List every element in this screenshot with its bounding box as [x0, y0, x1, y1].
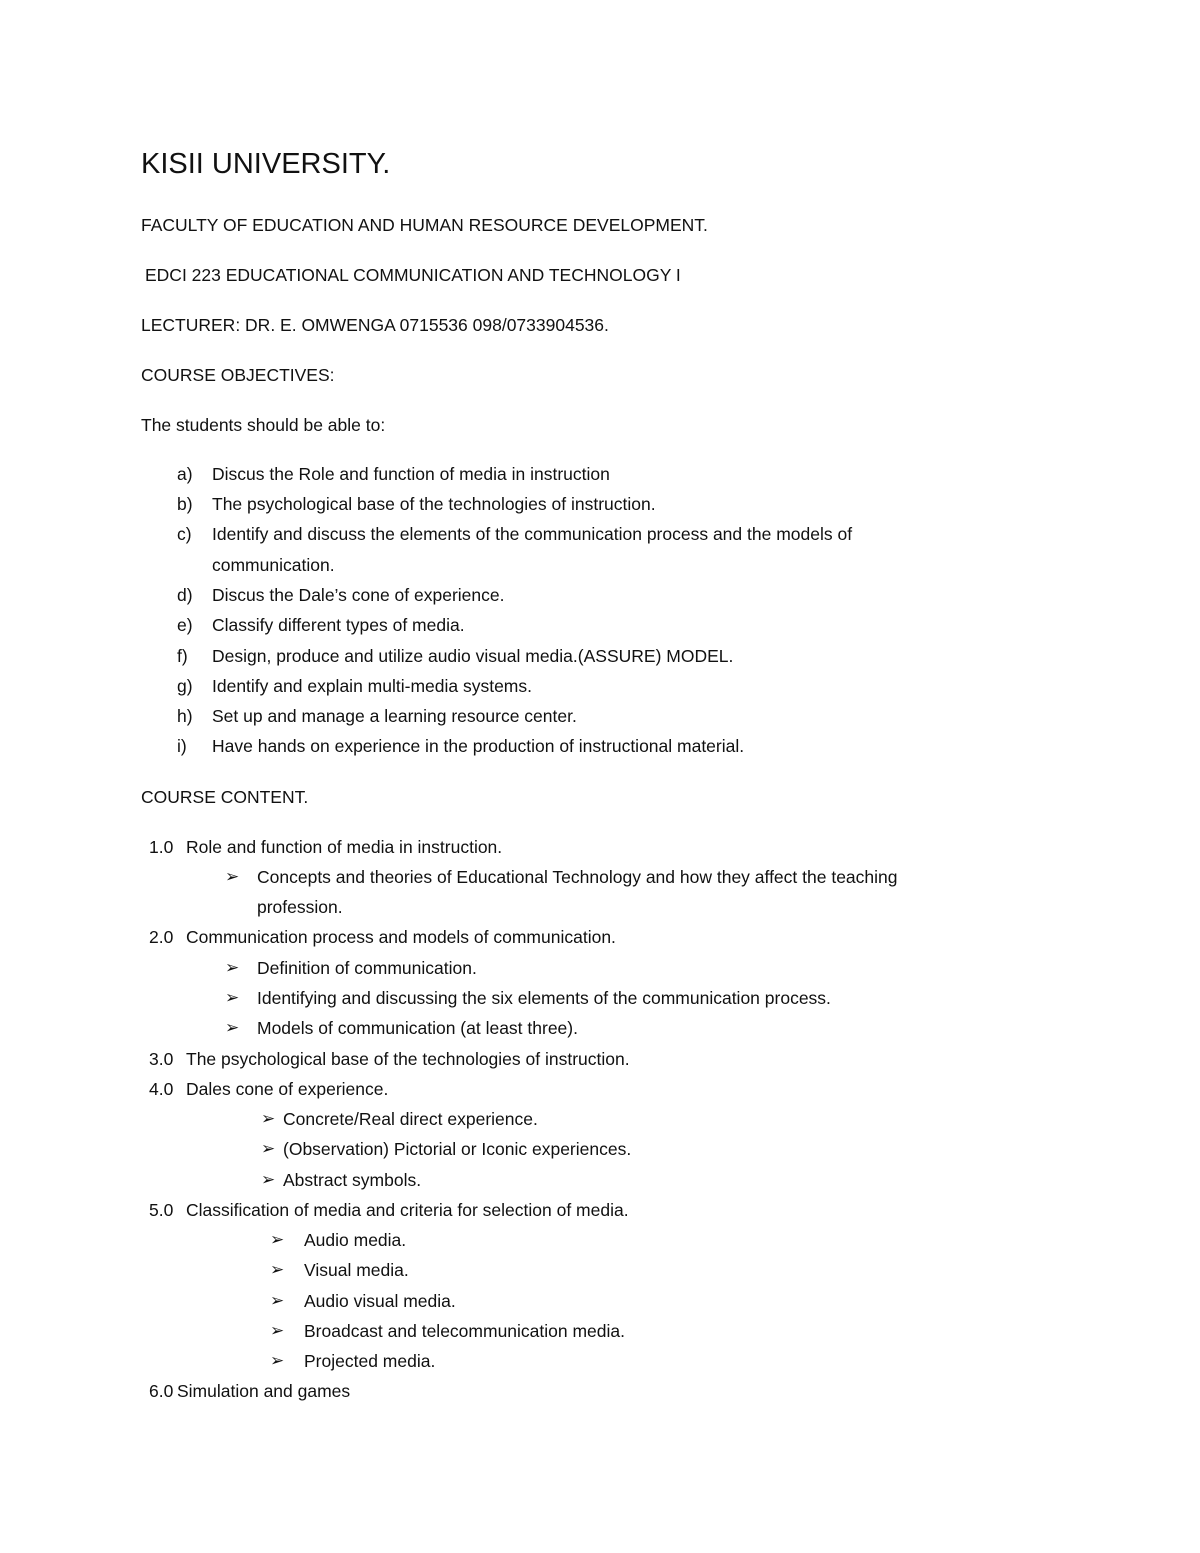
bullet-text-continued: profession. — [257, 897, 343, 917]
objective-marker: i) — [177, 736, 187, 756]
objective-text: Set up and manage a learning resource center. — [212, 706, 577, 726]
arrow-bullet-icon: ➢ — [225, 958, 240, 977]
objective-text: Identify and explain multi-media systems. — [212, 676, 532, 696]
bullet-text: (Observation) Pictorial or Iconic experiences. — [283, 1139, 632, 1159]
objective-marker: e) — [177, 615, 193, 635]
section-number: 3.0 — [149, 1049, 174, 1069]
arrow-bullet-icon: ➢ — [270, 1230, 285, 1249]
objective-marker: g) — [177, 676, 193, 696]
objective-marker: h) — [177, 706, 193, 726]
objectives-intro: The students should be able to: — [141, 415, 386, 435]
section-title: Communication process and models of communication. — [186, 927, 616, 947]
arrow-bullet-icon: ➢ — [261, 1139, 276, 1158]
section-title: Dales cone of experience. — [186, 1079, 389, 1099]
section-title: Role and function of media in instruction. — [186, 837, 503, 857]
section-title: Simulation and games — [177, 1381, 351, 1401]
arrow-bullet-icon: ➢ — [270, 1291, 285, 1310]
objective-text: Discus the Role and function of media in instruction — [212, 464, 610, 484]
objective-text: The psychological base of the technologies of instruction. — [212, 494, 656, 514]
arrow-bullet-icon: ➢ — [261, 1170, 276, 1189]
section-number: 5.0 — [149, 1200, 174, 1220]
arrow-bullet-icon: ➢ — [270, 1260, 285, 1279]
faculty-line: FACULTY OF EDUCATION AND HUMAN RESOURCE DEVELOPMENT. — [141, 215, 708, 235]
bullet-text: Projected media. — [304, 1351, 436, 1371]
objective-marker: b) — [177, 494, 193, 514]
bullet-text: Visual media. — [304, 1260, 409, 1280]
section-title: The psychological base of the technologies of instruction. — [186, 1049, 630, 1069]
bullet-text: Concepts and theories of Educational Technology and how they affect the teaching — [257, 867, 898, 887]
objectives-heading: COURSE OBJECTIVES: — [141, 365, 335, 385]
objective-text: Have hands on experience in the production of instructional material. — [212, 736, 745, 756]
bullet-text: Audio visual media. — [304, 1291, 456, 1311]
arrow-bullet-icon: ➢ — [225, 867, 240, 886]
lecturer-line: LECTURER: DR. E. OMWENGA 0715536 098/0733904536. — [141, 315, 609, 335]
objective-text-continued: communication. — [212, 555, 335, 575]
arrow-bullet-icon: ➢ — [225, 1018, 240, 1037]
objective-marker: f) — [177, 646, 188, 666]
objective-text: Discus the Dale’s cone of experience. — [212, 585, 505, 605]
bullet-text: Abstract symbols. — [283, 1170, 422, 1190]
arrow-bullet-icon: ➢ — [261, 1109, 276, 1128]
course-line: EDCI 223 EDUCATIONAL COMMUNICATION AND TECHNOLOGY I — [145, 265, 681, 285]
section-number: 4.0 — [149, 1079, 174, 1099]
section-number: 2.0 — [149, 927, 174, 947]
bullet-text: Definition of communication. — [257, 958, 477, 978]
university-title: KISII UNIVERSITY. — [141, 148, 391, 180]
objective-text: Design, produce and utilize audio visual media.(ASSURE) MODEL. — [212, 646, 734, 666]
section-number: 1.0 — [149, 837, 174, 857]
bullet-text: Concrete/Real direct experience. — [283, 1109, 538, 1129]
objective-marker: a) — [177, 464, 193, 484]
section-number: 6.0 — [149, 1381, 174, 1401]
content-heading: COURSE CONTENT. — [141, 787, 309, 807]
objective-marker: c) — [177, 524, 192, 544]
arrow-bullet-icon: ➢ — [225, 988, 240, 1007]
bullet-text: Models of communication (at least three). — [257, 1018, 578, 1038]
objective-marker: d) — [177, 585, 193, 605]
bullet-text: Audio media. — [304, 1230, 407, 1250]
bullet-text: Identifying and discussing the six elements of the communication process. — [257, 988, 831, 1008]
bullet-text: Broadcast and telecommunication media. — [304, 1321, 626, 1341]
objective-text: Identify and discuss the elements of the communication process and the models of — [212, 524, 853, 544]
arrow-bullet-icon: ➢ — [270, 1321, 285, 1340]
section-title: Classification of media and criteria for selection of media. — [186, 1200, 629, 1220]
arrow-bullet-icon: ➢ — [270, 1351, 285, 1370]
objective-text: Classify different types of media. — [212, 615, 465, 635]
